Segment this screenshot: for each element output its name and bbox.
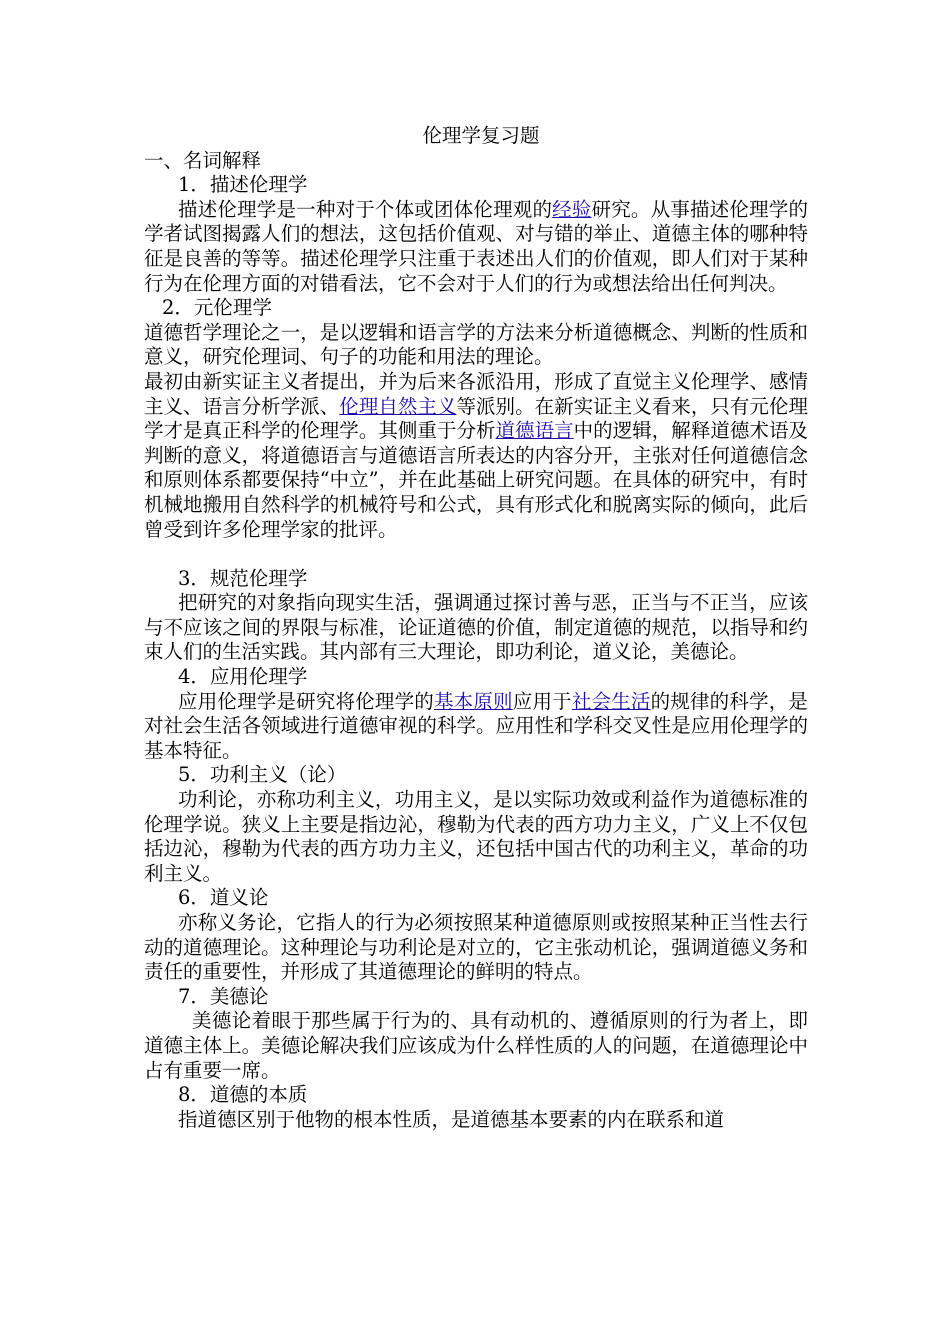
text-span: 研究。从事描述伦理学的学者试图揭露人们的想法，这包括价值观、对与错的举止、道德主体的哪种特征是良善的等等。描述伦理学只注重于表述出人们的价值观，即人们对于某种行为在伦理方面的对错看法，它不会对于人们的行为或想法给出任何判决。 xyxy=(144,197,808,295)
text-span: 中的逻辑，解释道德术语及判断的意义，将道德语言与道德语言所表达的内容分开，主张对任何道德信念和原则体系都要保持“中立”，并在此基础上研究问题。在具体的研究中，有时机械地搬用自然科学的机械符号和公式，具有形式化和脱离实际的倾向，此后曾受到许多伦理学家的批评。 xyxy=(144,419,808,541)
term-heading-normative-ethics: 3．规范伦理学 xyxy=(178,566,308,590)
text-span: 最初由新实证主义者提出，并为后来各派沿用，形成了直觉主义伦理学、感情主义、语言分析学派、 xyxy=(144,369,808,418)
definition-normative-ethics: 把研究的对象指向现实生活，强调通过探讨善与恶，正当与不正当，应该与不应该之间的界限与标准，论证道德的价值，制定道德的规范，以指导和约束人们的生活实践。其内部有三大理论，即功利论，道义论，美德论。 xyxy=(144,591,808,664)
blank-line xyxy=(144,542,808,567)
text-span: 等派别。在新实证主义看来，只有元伦理学才是真正科学的伦理学。其侧重于分析 xyxy=(144,394,808,443)
link-experience[interactable]: 经验 xyxy=(552,197,592,221)
document-body xyxy=(144,124,808,1132)
term-heading-descriptive-ethics: 1．描述伦理学 xyxy=(178,173,308,197)
definition-descriptive-ethics xyxy=(144,198,808,296)
link-basic-principles[interactable]: 基本原则 xyxy=(433,689,513,713)
metaethics-detail xyxy=(144,370,808,542)
definition-utilitarianism: 功利论，亦称功利主义，功用主义，是以实际功效或利益作为道德标准的伦理学说。狭义上主要是指边沁，穆勒为代表的西方功力主义，广义上不仅包括边沁，穆勒为代表的西方功力主义，还包括中国古代的功利主义，革命的功利主义。 xyxy=(144,788,808,885)
definition-metaethics: 道德哲学理论之一，是以逻辑和语言学的方法来分析道德概念、判断的性质和意义，研究伦理词、句子的功能和用法的理论。 xyxy=(144,320,808,369)
term-heading-applied-ethics: 4．应用伦理学 xyxy=(178,665,308,689)
term-heading-metaethics: 2．元伦理学 xyxy=(162,296,272,320)
text-span: 的规律的科学，是对社会生活各领域进行道德审视的科学。应用性和学科交叉性是应用伦理学的基本特征。 xyxy=(144,689,808,762)
term-heading-utilitarianism: 5．功利主义（论） xyxy=(178,763,347,787)
definition-applied-ethics xyxy=(144,690,808,764)
link-moral-language[interactable]: 道德语言 xyxy=(495,419,574,443)
text-span: 描述伦理学是一种对于个体或团体伦理观的 xyxy=(178,197,553,221)
section-heading: 一、名词解释 xyxy=(144,148,262,172)
definition-virtue-ethics: 美德论着眼于那些属于行为的、具有动机的、遵循原则的行为者上，即道德主体上。美德论解决我们应该成为什么样性质的人的问题，在道德理论中占有重要一席。 xyxy=(144,1009,808,1082)
definition-nature-of-morality: 指道德区别于他物的根本性质，是道德基本要素的内在联系和道 xyxy=(178,1107,725,1131)
document-title: 伦理学复习题 xyxy=(422,124,540,147)
term-heading-nature-of-morality: 8．道德的本质 xyxy=(178,1083,308,1107)
text-span: 应用于 xyxy=(512,689,572,713)
link-social-life[interactable]: 社会生活 xyxy=(571,689,651,713)
term-heading-virtue-ethics: 7．美德论 xyxy=(178,984,269,1008)
text-span: 应用伦理学是研究将伦理学的 xyxy=(178,689,434,713)
link-ethical-naturalism[interactable]: 伦理自然主义 xyxy=(339,394,457,418)
definition-deontology: 亦称义务论，它指人的行为必须按照某种道德原则或按照某种正当性去行动的道德理论。这种理论与功利论是对立的，它主张动机论，强调道德义务和责任的重要性，并形成了其道德理论的鲜明的特点。 xyxy=(144,911,808,984)
term-heading-deontology: 6．道义论 xyxy=(178,886,269,910)
